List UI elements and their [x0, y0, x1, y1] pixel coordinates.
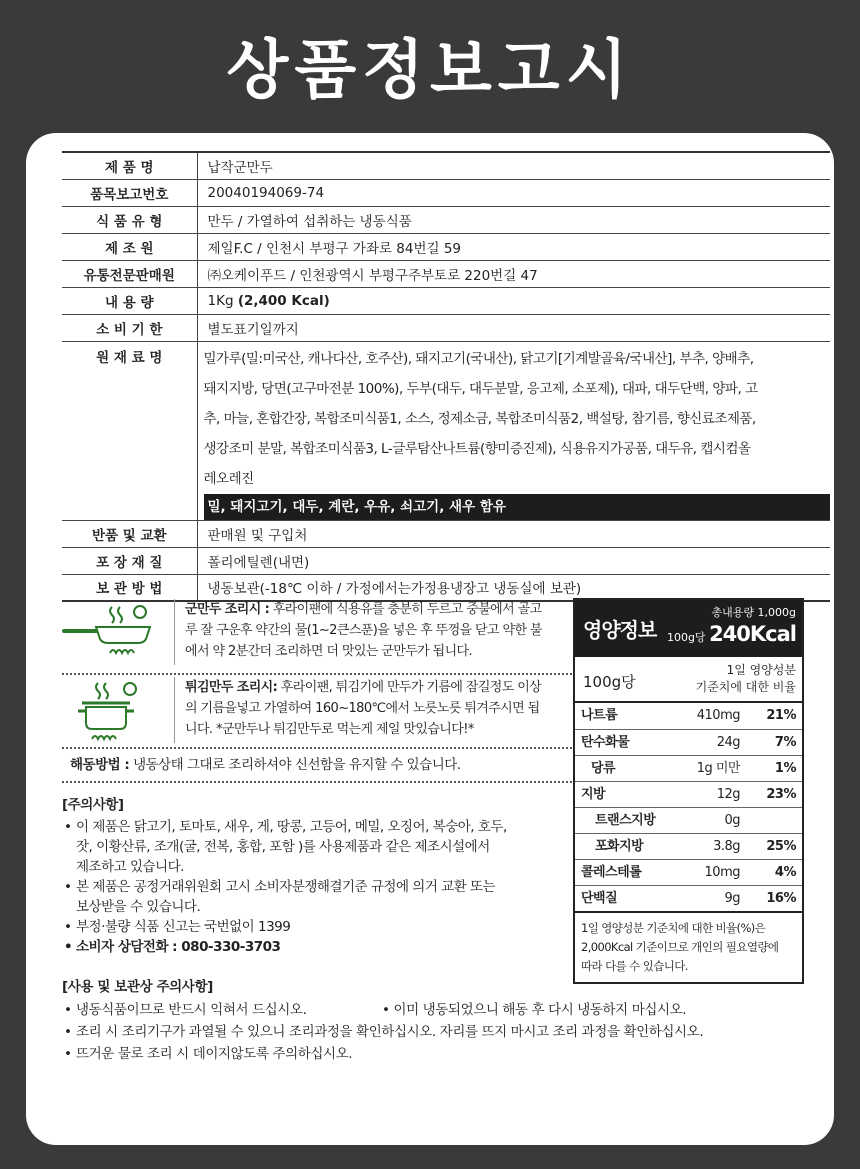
- notice-item: • 부정·불량 식품 신고는 국번없이 1399: [62, 917, 582, 937]
- nutrition-qty: 3.8g: [713, 839, 740, 854]
- nutrition-row: [575, 885, 802, 911]
- info-key: 포 장 재 질: [62, 547, 197, 574]
- nutrition-name: 콜레스테롤: [581, 865, 642, 880]
- info-row: [62, 314, 830, 341]
- info-row: [62, 260, 830, 287]
- nutrition-row: [575, 755, 802, 781]
- usage-item: • 조리 시 조리기구가 과열될 수 있으니 조리과정을 확인하십시오. 자리를 뜨지 마시고 조리 과정을 확인하십시오.: [62, 1021, 822, 1043]
- info-row: [62, 233, 830, 260]
- cooking-fry-text: 튀김만두 조리시: 후라이팬, 튀김기에 만두가 기름에 잠길정도 이상 의 기름을넣고 가열하여 160~180℃에서 노릇노릇 튀겨주시면 됩 니다. *군만두나 튀김만두로 먹는게 제일 맛있습니다!*: [174, 677, 594, 743]
- info-key: 식 품 유 형: [62, 206, 197, 233]
- ingredients-line: 돼지지방, 당면(고구마전분 100%), 두부(대두, 대두분말, 응고제, 소포제), 대파, 대두단백, 양파, 고: [203, 380, 758, 397]
- nutrition-name: 트랜스지방: [595, 813, 656, 828]
- nutrition-row: [575, 703, 802, 729]
- info-row: [62, 152, 830, 179]
- nutrition-name: 단백질: [581, 891, 618, 906]
- info-key: 내 용 량: [62, 287, 197, 314]
- nutrition-name: 지방: [581, 787, 606, 802]
- notice-title: [주의사항]: [62, 797, 124, 813]
- nutrition-header: [575, 600, 802, 657]
- info-value: 판매원 및 구입처: [197, 520, 830, 547]
- notice-item: • 소비자 상담전화 : 080-330-3703: [62, 937, 582, 957]
- usage-title: [사용 및 보관상 주의사항]: [62, 979, 213, 995]
- usage-item: • 냉동식품이므로 반드시 익혀서 드십시오. • 이미 냉동되었으니 해동 후 다시 냉동하지 마십시오.: [62, 999, 822, 1021]
- cooking-fry-section: [62, 677, 592, 747]
- product-info-table: [62, 151, 830, 602]
- cooking-pan-section: [62, 599, 592, 669]
- nutrition-row: [575, 729, 802, 755]
- info-key: 제 조 원: [62, 233, 197, 260]
- info-key: 품목보고번호: [62, 179, 197, 206]
- nutrition-row: [575, 807, 802, 833]
- info-value: 제일F.C / 인천시 부평구 가좌로 84번길 59: [197, 233, 830, 260]
- nutrition-qty: 10mg: [704, 865, 740, 880]
- nutrition-pct: 21%: [766, 708, 796, 723]
- divider: [62, 673, 592, 675]
- info-value: 냉동보관(-18℃ 이하 / 가정에서는가정용냉장고 냉동실에 보관): [197, 574, 830, 601]
- nutrition-qty: 1g 미만: [696, 761, 740, 776]
- frying-pan-icon: [62, 601, 154, 667]
- nutrition-qty: 0g: [724, 813, 740, 828]
- info-key: 원 재 료 명: [62, 341, 197, 520]
- info-row: [62, 287, 830, 314]
- divider: [62, 747, 592, 749]
- nutrition-kcal: 100g당 240Kcal: [666, 622, 796, 646]
- info-row: [62, 520, 830, 547]
- info-value: 납작군만두: [197, 152, 830, 179]
- nutrition-qty: 410mg: [696, 708, 740, 723]
- nutrition-qty: 9g: [724, 891, 740, 906]
- pot-icon: [62, 679, 154, 745]
- info-key: 보 관 방 법: [62, 574, 197, 601]
- nutrition-pct: 23%: [766, 787, 796, 802]
- allergen-bar: 밀, 돼지고기, 대두, 계란, 우유, 쇠고기, 새우 함유: [204, 494, 831, 520]
- notice-item: • 이 제품은 닭고기, 토마토, 새우, 게, 땅콩, 고등어, 메밀, 오징어, 복숭아, 호두, 잣, 이황산류, 조개(굴, 전복, 홍합, 포함 )를 사용제품과 같은 제조시설에서 제조하고 있습니다.: [62, 817, 582, 877]
- info-row: [62, 574, 830, 601]
- nutrition-pct: 25%: [766, 839, 796, 854]
- nutrition-pct: 16%: [766, 891, 796, 906]
- usage-section: [62, 975, 822, 1065]
- nutrition-name: 당류: [591, 761, 616, 776]
- nutrition-pct: 7%: [774, 735, 796, 750]
- ingredients-line: 밀가루(밀:미국산, 캐나다산, 호주산), 돼지고기(국내산), 닭고기[기계발골육/국내산], 부추, 양배추,: [203, 350, 754, 367]
- thaw-method: 해동방법 : 냉동상태 그대로 조리하셔야 신선함을 유지할 수 있습니다.: [70, 757, 461, 773]
- ingredients-row: [62, 341, 830, 520]
- nutrition-footnote: 1일 영양성분 기준치에 대한 비율(%)은 2,000Kcal 기준이므로 개인의 필요열량에 따라 다를 수 있습니다.: [575, 911, 802, 982]
- nutrition-panel: [573, 598, 804, 984]
- cooking-pan-text: 군만두 조리시 : 후라이팬에 식용유를 충분히 두르고 중불에서 골고 루 잘 구운후 약간의 물(1~2큰스푼)을 넣은 후 뚜껑을 닫고 약한 불 에서 약 2분간더 조리하면 더 맛있는 군만두가 됩니다.: [174, 599, 594, 665]
- info-value: 폴리에틸렌(내면): [197, 547, 830, 574]
- nutrition-title: 영양정보: [583, 618, 657, 642]
- nutrition-total: 총내용량 1,000g: [711, 606, 796, 619]
- usage-item: • 뜨거운 물로 조리 시 데이지않도록 주의하십시오.: [62, 1043, 822, 1065]
- nutrition-row: [575, 833, 802, 859]
- info-key: 제 품 명: [62, 152, 197, 179]
- ingredients-line: 추, 마늘, 혼합간장, 복합조미식품1, 소스, 정제소금, 복합조미식품2, 백설탕, 참기름, 향신료조제품,: [203, 410, 756, 427]
- nutrition-dv-header: 1일 영양성분 기준치에 대한 비율: [695, 663, 796, 694]
- info-key: 반품 및 교환: [62, 520, 197, 547]
- info-row: [62, 206, 830, 233]
- nutrition-per-unit: 100g당: [583, 673, 636, 691]
- divider: [62, 781, 592, 783]
- page-title: 상품정보고시: [226, 34, 634, 108]
- nutrition-pct: 1%: [774, 761, 796, 776]
- info-value: 별도표기일까지: [197, 314, 830, 341]
- nutrition-subheader: [575, 657, 802, 703]
- info-row: [62, 547, 830, 574]
- nutrition-pct: 4%: [774, 865, 796, 880]
- nutrition-qty: 12g: [716, 787, 740, 802]
- notice-item: • 본 제품은 공정거래위원회 고시 소비자분쟁해결기준 규정에 의거 교환 또는 보상받을 수 있습니다.: [62, 877, 582, 917]
- info-key: 소 비 기 한: [62, 314, 197, 341]
- info-value: 20040194069-74: [197, 179, 830, 206]
- ingredients-value: [197, 341, 830, 520]
- product-info-card: [26, 133, 834, 1145]
- info-value: 1Kg (2,400 Kcal): [197, 287, 830, 314]
- nutrition-name: 탄수화물: [581, 735, 630, 750]
- info-key: 유통전문판매원: [62, 260, 197, 287]
- ingredients-line: 생강조미 분말, 복합조미식품3, L-글루탐산나트륨(향미증진제), 식용유지가공품, 대두유, 캡시컴올: [203, 440, 751, 457]
- nutrition-row: [575, 781, 802, 807]
- nutrition-row: [575, 859, 802, 885]
- notice-section: [62, 793, 582, 957]
- nutrition-qty: 24g: [716, 735, 740, 750]
- nutrition-name: 나트륨: [581, 708, 618, 723]
- ingredients-line: 레오레진: [203, 470, 254, 487]
- info-value: 만두 / 가열하여 섭취하는 냉동식품: [197, 206, 830, 233]
- nutrition-name: 포화지방: [595, 839, 644, 854]
- info-row: [62, 179, 830, 206]
- info-value: ㈜오케이푸드 / 인천광역시 부평구주부토로 220번길 47: [197, 260, 830, 287]
